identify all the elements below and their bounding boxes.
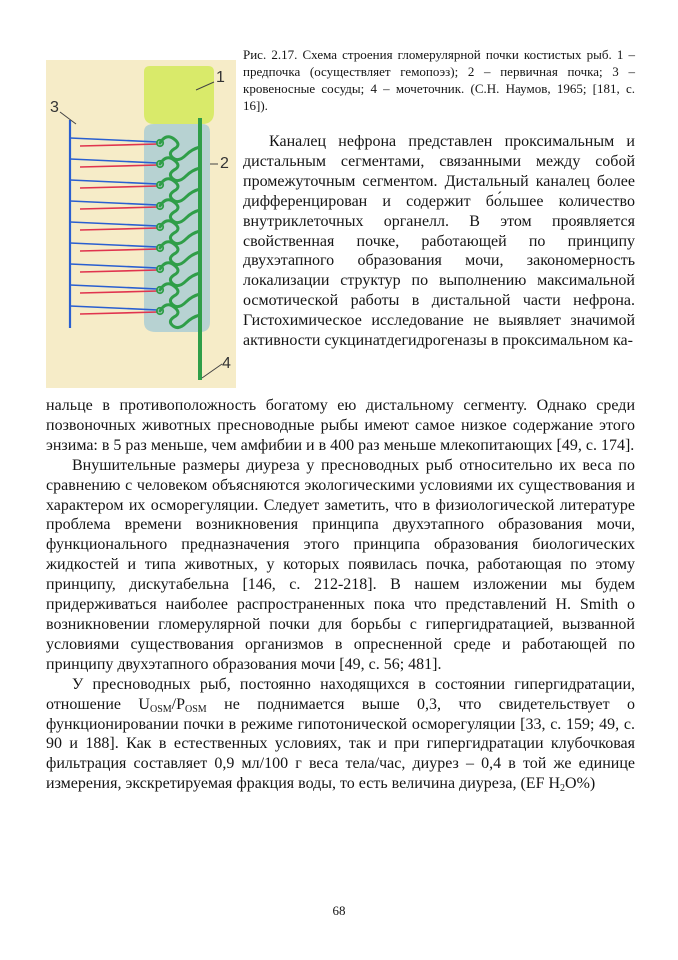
figure-caption: Рис. 2.17. Схема строения гломерулярной почки костистых рыб. 1 – предпочка (осуществляет гемопоэз); 2 – первичная почка; 3 – кровеносные сосуды; 4 – мочеточник. (С.Н. Наумов, 1965; [181, с. 16]). <box>243 47 635 113</box>
page-number: 68 <box>332 903 346 918</box>
paragraph-3-text-d: O%) <box>565 775 596 793</box>
paragraph-3-text-b: /P <box>171 695 186 713</box>
subscript-2: 2 <box>560 783 566 795</box>
paragraph-2: Внушительные размеры диуреза у пресноводных рыб относительно их веса по сравнению с человеком объясняются экологическими условиями их существования и характером их осморегуляции. Следует заметить, что в физиологической литературе проблема времени возникновения принципа двухэтапного образования мочи, функционального предназначения этого принципа образования биологических жидкостей и типа животных, у которых появилась почка, работающая по этому принципу, дискутабельна [146, с. 212-218]. В нашем изложении мы будем придерживаться наиболее распространенных пока что представлений H. Smith о возникновении гломерулярной почки для борьбы с гипергидратацией, вызванной условиями существования организмов в опресненной среде и работающей по принципу двухэтапного образования мочи [49, с. 56; 481]. <box>46 456 635 673</box>
main-text <box>46 396 635 794</box>
paragraph-1-continued: нальце в противоположность богатому ею дистальному сегменту. Однако среди позвоночных животных пресноводные рыбы имеют самое низкое содержание этого энзима: в 5 раз меньше, чем амфибии и в 400 раз меньше млекопитающих [49, с. 174]. <box>46 397 635 454</box>
kidney-diagram <box>46 60 236 388</box>
prepochka-shape <box>144 66 214 124</box>
paragraph-1-wrapped <box>243 132 635 351</box>
figure-label-4: 4 <box>222 355 231 372</box>
paragraph-3 <box>46 675 635 794</box>
paragraph-3-text-a: У пресноводных рыб, постоянно находящихся в состоянии гипергидратации, отношение U <box>46 675 635 713</box>
paragraph-1-wrapped-text: Каналец нефрона представлен проксимальным и дистальным сегментами, связанными между собой промежуточным сегментом. Дистальный каналец более дифференцирован и содержит бо́льшее количество внутриклеточных органелл. В этом проявляется свойственная почке, работающей по принципу двухэтапного образования мочи, закономерность локализации структур по выполнению максимальной осмотической работы в дистальной части нефрона. Гистохимическое исследование не выявляет значимой активности сукцинатдегидрогеназы в проксимальном ка- <box>243 133 635 350</box>
kidney-diagram-svg <box>46 60 236 388</box>
figure-label-3: 3 <box>50 99 59 116</box>
subscript-osm-p: OSM <box>185 703 207 715</box>
figure-label-2: 2 <box>220 155 229 172</box>
figure-label-1: 1 <box>216 69 225 86</box>
subscript-osm-u: OSM <box>149 703 172 715</box>
paragraph-3-text-c: не поднимается выше 0,3, что свидетельствует о функционировании почки в режиме гипотонической осморегуляции [33, с. 159; 49, с. 90 и 188]. Как в естественных условиях, так и при гипергидратации клубочковая фильтрация составляет 0,9 мл/100 г веса тела/час, диурез – 0,4 в той же единице измерения, экскретируемая фракция воды, то есть величина диуреза, (EF H <box>46 695 635 793</box>
